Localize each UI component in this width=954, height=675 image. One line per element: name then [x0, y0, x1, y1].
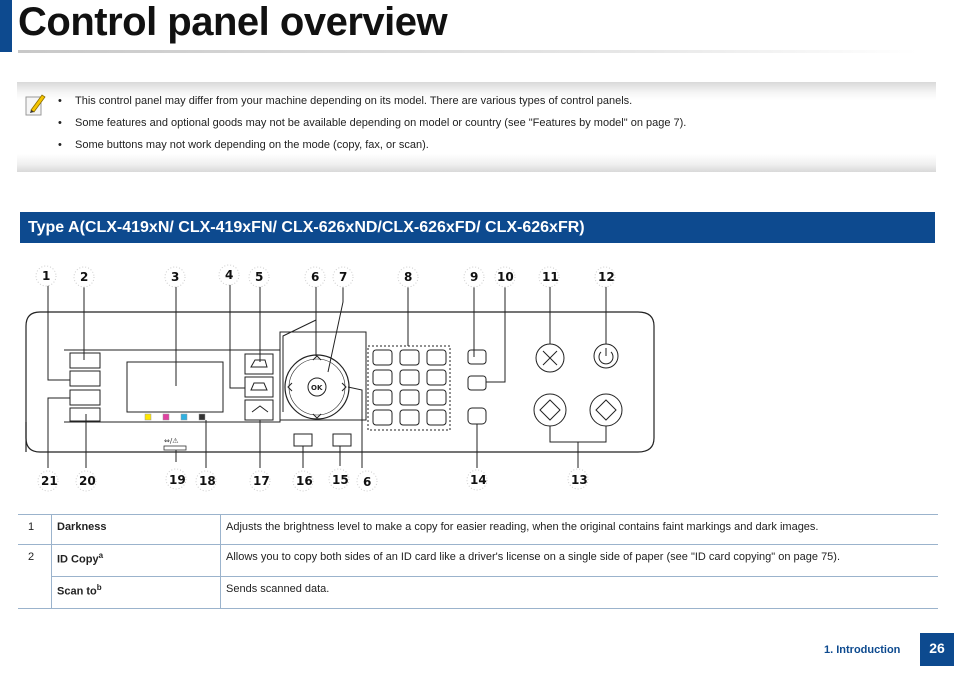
note-item: • Some features and optional goods may not be available depending on model or country (see "Features by model" on page 7).	[58, 116, 686, 138]
scan-button	[245, 400, 273, 420]
footnote-mark: b	[96, 583, 102, 592]
callout-14: 14	[470, 473, 487, 487]
row-name: Scan $to^b$	[52, 577, 221, 609]
control-panel-diagram	[18, 262, 658, 494]
row-number: 2	[18, 545, 52, 577]
copy-button	[245, 377, 273, 397]
svg-text:⇔/⚠: ⇔/⚠	[164, 437, 179, 445]
note-list	[58, 94, 686, 160]
row-name: Darkness	[52, 515, 221, 545]
redial-button	[333, 434, 351, 446]
id-copy-button	[70, 371, 100, 386]
row-number	[18, 577, 52, 609]
footer-chapter: 1. Introduction	[824, 644, 901, 656]
start-button-color	[590, 394, 622, 426]
note-item: • This control panel may differ from your machine depending on its model. There are various types of control panels.	[58, 94, 686, 116]
callout-11: 11	[542, 270, 559, 284]
description-table	[18, 514, 938, 609]
fax-button	[245, 354, 273, 374]
row-name: ID Copy$^a$	[52, 545, 221, 577]
eco-button	[468, 376, 486, 390]
callout-4: 4	[225, 268, 234, 282]
row-description: Sends scanned data.	[221, 577, 939, 609]
back-button	[294, 434, 312, 446]
callout-3: 3	[171, 270, 180, 284]
start-button-mono	[534, 394, 566, 426]
callout-9: 9	[470, 270, 479, 284]
callouts-top	[36, 265, 615, 287]
table-row	[18, 545, 938, 577]
callout-10: 10	[497, 270, 514, 284]
callout-2: 2	[80, 270, 89, 284]
callout-8: 8	[404, 270, 413, 284]
row-description: Adjusts the brightness level to make a copy for easier reading, when the original contains faint markings and dark images.	[221, 515, 939, 545]
status-led	[164, 437, 186, 450]
callout-1: 1	[42, 269, 51, 283]
callout-20: 20	[79, 474, 96, 488]
callout-6b: 6	[363, 475, 372, 489]
callout-17: 17	[253, 474, 270, 488]
table-row	[18, 577, 938, 609]
callout-21: 21	[41, 474, 58, 488]
address-book-button	[468, 350, 486, 364]
row-description: Allows you to copy both sides of an ID card like a driver's license on a single side of paper (see "ID card copying" on page 75).	[221, 545, 939, 577]
callout-18: 18	[199, 474, 216, 488]
menu-button	[70, 408, 100, 421]
section-heading: Type A(CLX-419xN/ CLX-419xFN/ CLX-626xND/CLX-626xFD/ CLX-626xFR)	[20, 212, 935, 243]
callouts-bottom	[38, 469, 588, 491]
scan-to-button	[70, 390, 100, 405]
on-hook-dial-button	[468, 408, 486, 424]
callout-5: 5	[255, 270, 264, 284]
toner-indicators	[145, 414, 205, 420]
page-title: Control panel overview	[18, 0, 448, 44]
note-pencil-icon	[25, 92, 47, 116]
table-row	[18, 515, 938, 545]
callout-15: 15	[332, 473, 349, 487]
footnote-mark: a	[98, 551, 104, 560]
title-rule	[18, 50, 918, 53]
callout-13: 13	[571, 473, 588, 487]
callout-16: 16	[296, 474, 313, 488]
callout-19: 19	[169, 473, 186, 487]
number-keypad	[373, 350, 446, 425]
callout-6: 6	[311, 270, 320, 284]
row-number: 1	[18, 515, 52, 545]
display-screen	[127, 362, 223, 412]
note-item: • Some buttons may not work depending on the mode (copy, fax, or scan).	[58, 138, 686, 160]
callout-7: 7	[339, 270, 348, 284]
page-number: 26	[920, 633, 954, 666]
title-accent-bar	[0, 0, 12, 52]
darkness-button	[70, 353, 100, 368]
ok-label: OK	[311, 384, 323, 392]
callout-12: 12	[598, 270, 615, 284]
